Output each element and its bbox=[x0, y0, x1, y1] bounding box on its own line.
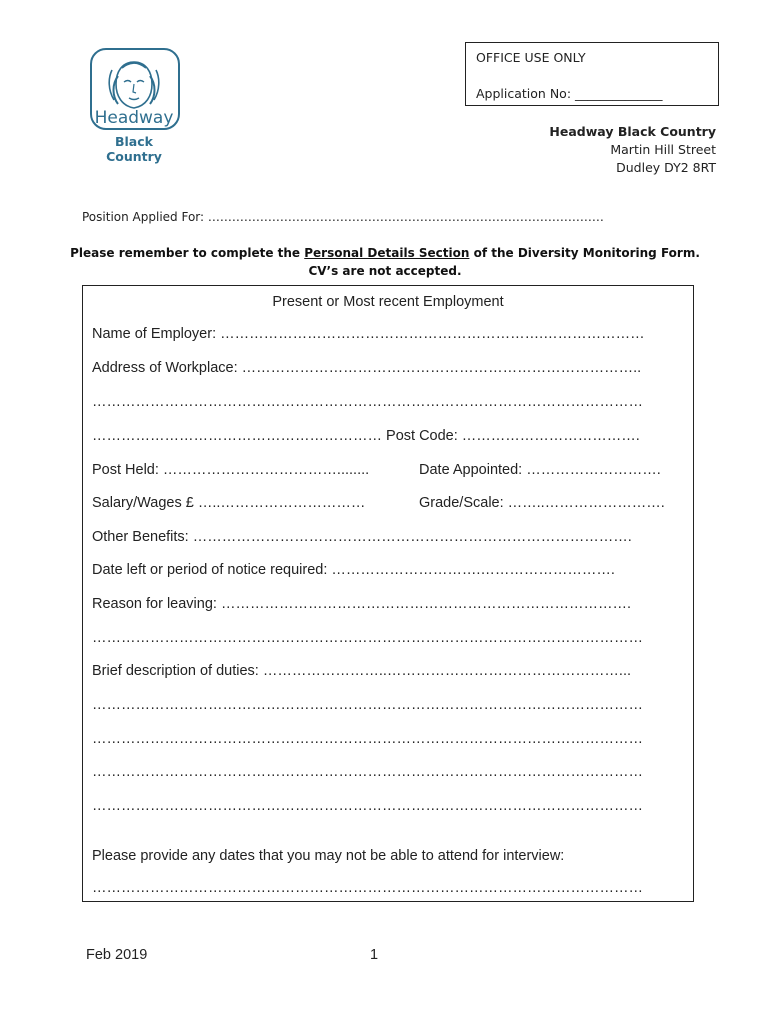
interview-dates-label: Please provide any dates that you may not be able to attend for interview: bbox=[92, 848, 565, 864]
other-benefits-field[interactable]: Other Benefits: ………………………………………………………………………………. bbox=[92, 529, 632, 545]
duties-line4[interactable]: …………………………………………………………………………………………………… bbox=[92, 764, 643, 780]
address-street: Martin Hill Street bbox=[610, 142, 716, 157]
interview-dates-field[interactable]: …………………………………………………………………………………………………… bbox=[92, 880, 643, 896]
page-number: 1 bbox=[370, 947, 379, 963]
duties-field[interactable]: Brief description of duties: ……………………..…………………………………………... bbox=[92, 663, 632, 679]
logo-name: Headway bbox=[94, 108, 174, 128]
post-held-field[interactable]: Post Held: ………………………………........ bbox=[92, 462, 370, 478]
date-left-field[interactable]: Date left or period of notice required: ………………………….………………………. bbox=[92, 562, 615, 578]
notice-text-after: of the Diversity Monitoring Form. bbox=[469, 246, 700, 260]
date-appointed-field[interactable]: Date Appointed: ………………………. bbox=[419, 462, 661, 478]
diversity-notice bbox=[60, 244, 710, 280]
workplace-address-line2[interactable]: …………………………………………………………………………………………………… bbox=[92, 394, 643, 410]
office-use-title: OFFICE USE ONLY bbox=[476, 50, 586, 65]
reason-leaving-line2[interactable]: …………………………………………………………………………………………………… bbox=[92, 630, 643, 646]
cv-notice: CV’s are not accepted. bbox=[308, 264, 462, 278]
office-use-box bbox=[465, 42, 719, 106]
logo-subtitle: Black Country bbox=[106, 134, 162, 164]
application-number-field[interactable]: Application No: ______________ bbox=[476, 86, 663, 101]
section-title: Present or Most recent Employment bbox=[272, 294, 504, 310]
workplace-address-field[interactable]: Address of Workplace: ……………………………………………………………………….. bbox=[92, 360, 642, 376]
position-applied-field[interactable]: Position Applied For: ……………………………………………………………………………………… bbox=[82, 210, 604, 224]
employment-section bbox=[82, 285, 694, 902]
footer-date: Feb 2019 bbox=[86, 947, 148, 963]
duties-line3[interactable]: …………………………………………………………………………………………………… bbox=[92, 731, 643, 747]
duties-line5[interactable]: …………………………………………………………………………………………………… bbox=[92, 798, 643, 814]
notice-text-before: Please remember to complete the bbox=[70, 246, 305, 260]
organisation-name: Headway Black Country bbox=[549, 124, 716, 139]
duties-line2[interactable]: …………………………………………………………………………………………………… bbox=[92, 697, 643, 713]
address-town: Dudley DY2 8RT bbox=[616, 160, 716, 175]
organisation-address bbox=[549, 123, 716, 177]
salary-field[interactable]: Salary/Wages £ …..………………………… bbox=[92, 495, 366, 511]
grade-field[interactable]: Grade/Scale: ……..……………………. bbox=[419, 495, 665, 511]
reason-leaving-field[interactable]: Reason for leaving: …………………………………………………………………………. bbox=[92, 596, 631, 612]
postcode-field[interactable]: …………………………………………………… Post Code: ………………………………. bbox=[92, 428, 640, 444]
personal-details-section-ref: Personal Details Section bbox=[304, 246, 470, 260]
employer-field[interactable]: Name of Employer: ………………………………………………………….………………… bbox=[92, 326, 645, 342]
headway-logo bbox=[86, 48, 182, 164]
